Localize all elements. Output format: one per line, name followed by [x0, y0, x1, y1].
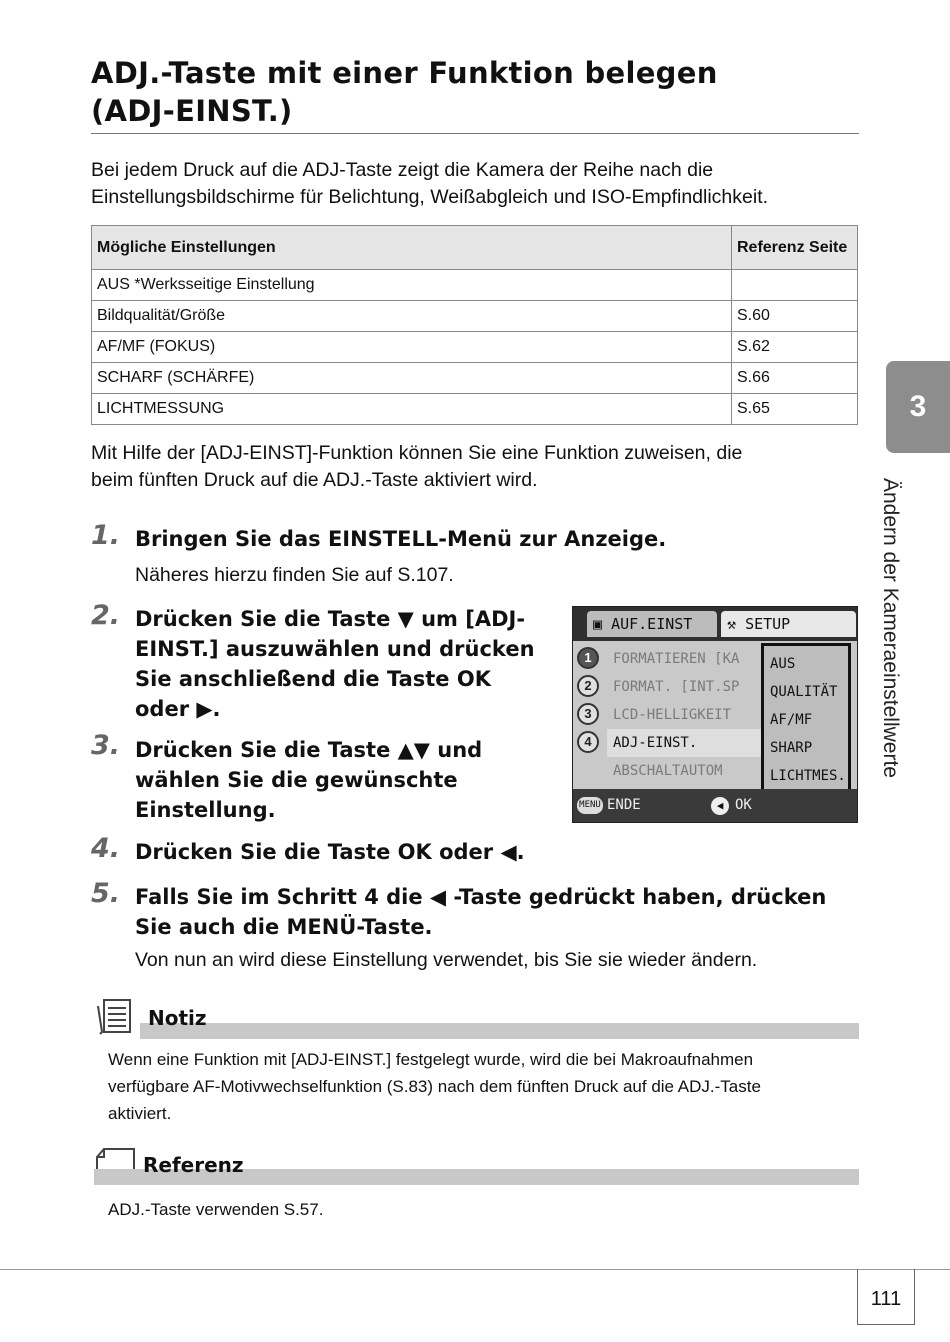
function-line2: beim fünften Druck auf die ADJ.-Taste aktiviert wird. — [91, 469, 538, 491]
chapter-tab: 3 — [886, 361, 950, 453]
step-5-sub: Von nun an wird diese Einstellung verwendet, bis Sie sie wieder ändern. — [135, 949, 758, 971]
camera-option: AUS — [770, 656, 796, 672]
step-4-text: Drücken Sie die Taste OK oder ◀. — [135, 840, 525, 864]
step-1-number: 1. — [91, 520, 121, 551]
note-text — [108, 1046, 868, 1127]
step-3-line3: Einstellung. — [135, 798, 276, 822]
function-line1: Mit Hilfe der [ADJ-EINST]-Funktion können Sie eine Funktion zuweisen, die — [91, 442, 743, 464]
note-label: Notiz — [148, 1006, 207, 1030]
camera-tab-bar — [581, 611, 857, 641]
page-title — [91, 54, 861, 130]
table-cell-setting: Bildqualität/Größe — [92, 301, 732, 332]
camera-options-popup — [761, 643, 851, 793]
left-arrow-icon: ◀ — [711, 797, 729, 815]
footer-divider — [0, 1269, 950, 1270]
menu-button-icon: MENU — [577, 797, 603, 814]
step-2-text — [135, 604, 565, 724]
reference-text: ADJ.-Taste verwenden S.57. — [108, 1200, 324, 1219]
camera-icon: ▣ — [593, 615, 603, 633]
table-header-row — [92, 226, 858, 270]
step-5-number: 5. — [91, 878, 121, 909]
step-3-line1: Drücken Sie die Taste ▲▼ und — [135, 738, 483, 762]
table-cell-page: S.66 — [732, 363, 858, 394]
title-divider — [91, 133, 859, 134]
step-5-line1: Falls Sie im Schritt 4 die ◀ -Taste gedrückt haben, drücken — [135, 885, 827, 909]
camera-menu-screenshot — [572, 606, 858, 823]
camera-menu-row: LCD-HELLIGKEIT — [613, 707, 732, 723]
table-cell-page: S.60 — [732, 301, 858, 332]
camera-option: SHARP — [770, 740, 813, 756]
table-cell-setting: SCHARF (SCHÄRFE) — [92, 363, 732, 394]
table-cell-setting: AUS *Werksseitige Einstellung — [92, 270, 732, 301]
note-icon — [94, 998, 134, 1036]
table-row — [92, 394, 858, 425]
table-row — [92, 332, 858, 363]
camera-option: LICHTMES. — [770, 768, 846, 784]
camera-menu-row: FORMAT. [INT.SP — [613, 679, 740, 695]
camera-footer-ok: OK — [735, 797, 752, 813]
table-cell-setting: LICHTMESSUNG — [92, 394, 732, 425]
function-paragraph — [91, 440, 861, 494]
reference-label: Referenz — [143, 1153, 244, 1177]
step-2-line3: Sie anschließend die Taste OK — [135, 667, 491, 691]
table-header-reference: Referenz Seite — [732, 226, 858, 270]
intro-line2: Einstellungsbildschirme für Belichtung, Weißabgleich und ISO-Empfindlichkeit. — [91, 186, 769, 208]
camera-menu-row: FORMATIEREN [KA — [613, 651, 740, 667]
camera-tab-setup — [721, 611, 856, 637]
step-3-text — [135, 735, 565, 825]
note-line3: aktiviert. — [108, 1104, 172, 1123]
step-2-line2: EINST.] auszuwählen und drücken — [135, 637, 535, 661]
page-title-line2: (ADJ-EINST.) — [91, 94, 293, 128]
camera-page-3-icon: 3 — [577, 703, 599, 725]
settings-table — [91, 225, 858, 425]
wrench-icon: ⚒ — [727, 615, 737, 633]
camera-option: QUALITÄT — [770, 684, 838, 700]
step-3-number: 3. — [91, 730, 121, 761]
table-row — [92, 270, 858, 301]
page-title-line1: ADJ.-Taste mit einer Funktion belegen — [91, 56, 718, 90]
step-5-text — [135, 882, 875, 942]
page-number: 111 — [857, 1269, 915, 1325]
step-1-sub: Näheres hierzu finden Sie auf S.107. — [135, 564, 454, 586]
camera-menu-row-selected: ADJ-EINST. — [607, 729, 767, 757]
camera-option: AF/MF — [770, 712, 813, 728]
table-cell-setting: AF/MF (FOKUS) — [92, 332, 732, 363]
note-header-bar — [140, 1023, 859, 1039]
camera-menu-row: ABSCHALTAUTOM — [613, 763, 723, 779]
table-row — [92, 363, 858, 394]
intro-paragraph — [91, 157, 861, 211]
camera-tab-shooting — [587, 611, 717, 637]
table-row — [92, 301, 858, 332]
note-line1: Wenn eine Funktion mit [ADJ-EINST.] festgelegt wurde, wird die bei Makroaufnahmen — [108, 1050, 754, 1069]
camera-page-2-icon: 2 — [577, 675, 599, 697]
step-2-line4: oder ▶. — [135, 697, 221, 721]
step-2-line1: Drücken Sie die Taste ▼ um [ADJ- — [135, 607, 526, 631]
step-3-line2: wählen Sie die gewünschte — [135, 768, 458, 792]
step-5-line2: Sie auch die MENÜ-Taste. — [135, 915, 433, 939]
table-cell-page: S.65 — [732, 394, 858, 425]
intro-line1: Bei jedem Druck auf die ADJ-Taste zeigt die Kamera der Reihe nach die — [91, 159, 714, 181]
table-header-settings: Mögliche Einstellungen — [92, 226, 732, 270]
camera-tab-shooting-label: AUF.EINST — [611, 615, 693, 633]
camera-page-4-icon: 4 — [577, 731, 599, 753]
chapter-title: Ändern der Kameraeinstellwerte — [879, 478, 902, 778]
step-2-number: 2. — [91, 600, 121, 631]
note-line2: verfügbare AF-Motivwechselfunktion (S.83) nach dem fünften Druck auf die ADJ.-Taste — [108, 1077, 761, 1096]
table-cell-page: S.62 — [732, 332, 858, 363]
table-cell-page — [732, 270, 858, 301]
camera-tab-setup-label: SETUP — [745, 615, 791, 633]
camera-page-1-icon: 1 — [577, 647, 599, 669]
camera-footer-exit: ENDE — [607, 797, 641, 813]
camera-footer — [573, 789, 857, 822]
step-4-number: 4. — [91, 833, 121, 864]
step-1-text: Bringen Sie das EINSTELL-Menü zur Anzeige. — [135, 527, 667, 551]
